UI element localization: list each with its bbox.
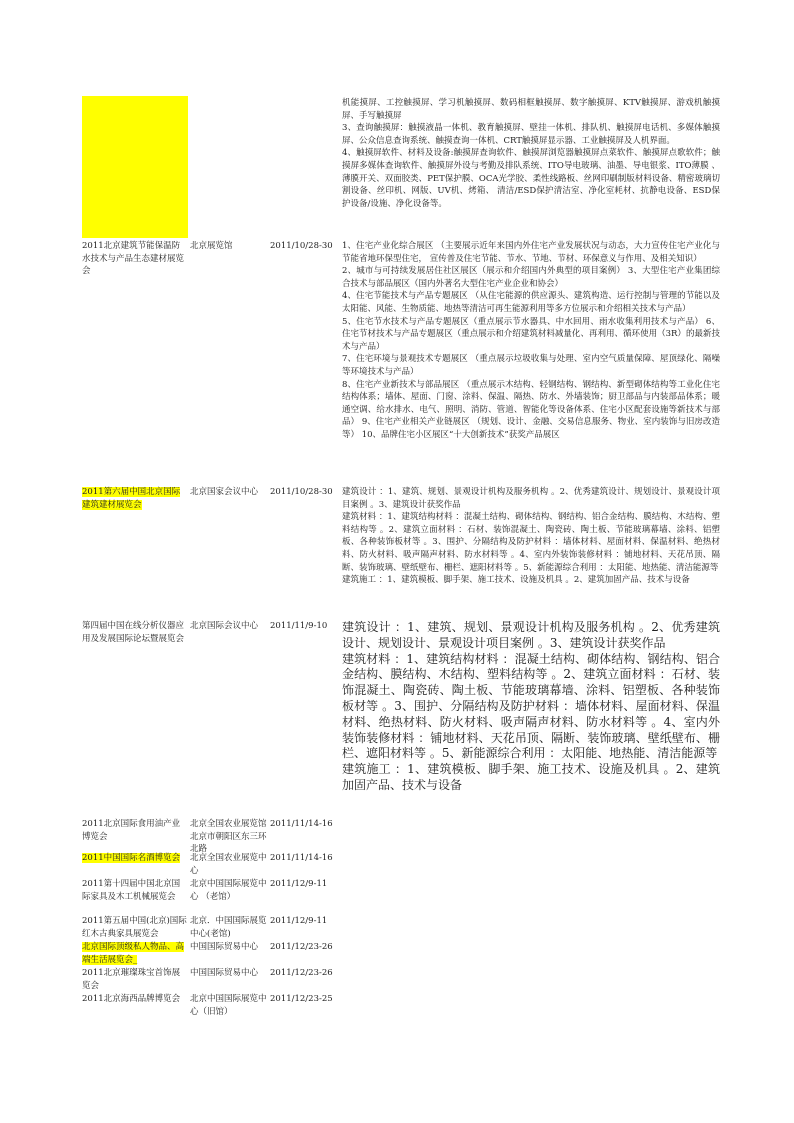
row-2-desc	[342, 486, 720, 587]
row-3-date: 2011/11/9-10	[270, 621, 328, 631]
desc-line: 建筑施工 ：1、建筑模板、脚手架、施工技术、设施及机具 。2、建筑加固产品、技术与设备	[342, 762, 720, 792]
row-7-name: 2011第五届中国(北京)国际红木古典家具展览会	[82, 916, 187, 939]
row-9-name: 2011北京璀璨珠宝首饰展览会	[82, 968, 181, 991]
desc-line: 3、查询触摸屏：触摸液晶一体机、教育触摸屏、壁挂一体机、排队机、触摸屏电话机、多媒体触摸屏、公众信息查询系统、触摸查询一体机、CRT触摸屏显示器、工业触摸屏及人机界面。	[342, 123, 720, 146]
row-9-date: 2011/12/23-26	[270, 968, 333, 978]
row-2-venue: 北京国家会议中心	[190, 487, 259, 497]
desc-line: 4、住宅节能技术与产品专题展区 （从住宅能源的供应源头、建筑构造、运行控制与管理的节能以及太阳能、风能、生物质能、地热等清洁可再生能源利用等多方位展示和介绍相关技术与产品）	[342, 291, 720, 314]
row-4-date: 2011/11/14-16	[270, 819, 333, 829]
row-2-name	[82, 486, 188, 511]
row-1-date: 2011/10/28-30	[270, 241, 333, 251]
row-9-venue: 中国国际贸易中心	[190, 968, 259, 978]
row-4-venue: 北京全国农业展览馆 北京市朝阳区东三环北路	[190, 819, 267, 855]
desc-line: 建筑设计 ：1、建筑、规划、景观设计机构及服务机构 。2、优秀建筑设计、规划设计、景观设计项目案例 。3、建筑设计获奖作品	[342, 620, 720, 650]
row-4-name: 2011北京国际食用油产业博览会	[82, 819, 181, 842]
desc-line: 建筑材料 ：1、建筑结构材料 ：混凝土结构、砌体结构、钢结构、铝合金结构、膜结构、木结构、塑料结构等 。2、建筑立面材料 ：石材、装饰混凝土、陶瓷砖、陶土板、节能玻璃幕墙、涂料、铝塑板、各种装饰板材等 。3、围护、分隔结构及防护材料 ：墙体材料、屋面材料、保温材料、绝热材料、防火材料、吸声隔声材料、防水材料等 。4、室内外装饰装修材料 ：铺地材料、天花吊顶、隔断、装饰玻璃、壁纸壁布、栅栏、遮阳材料等 。5、新能源综合利用 ：太阳能、地热能、清洁能源等	[342, 651, 720, 761]
row-6-venue: 北京中国国际展览中心 （老馆）	[190, 879, 267, 902]
row-8-date: 2011/12/23-26	[270, 942, 333, 952]
row-5-venue: 北京全国农业展览中心	[190, 853, 267, 876]
row-7-date: 2011/12/9-11	[270, 916, 328, 926]
exhibition-name: 北京国际顶级私人物品、高端生活展览会_	[82, 942, 185, 965]
highlight-block	[82, 96, 188, 238]
exhibition-name: 2011中国国际名酒博览会	[82, 853, 181, 863]
row-8-venue: 中国国际贸易中心	[190, 942, 259, 952]
desc-line: 7、住宅环境与景观技术专题展区 （重点展示垃圾收集与处理、室内空气质量保障、屋顶绿化、隔噪等环境技术与产品）	[342, 354, 720, 377]
desc-line: 建筑材料 ：1、建筑结构材料 ：混凝土结构、砌体结构、钢结构、铝合金结构、膜结构、木结构、塑料结构等 。2、建筑立面材料 ：石材、装饰混凝土、陶瓷砖、陶土板、节能玻璃幕墙、涂料、铝塑板、各种装饰板材等 。3、围护、分隔结构及防护材料 ：墙体材料、屋面材料、保温材料、绝热材料、防火材料、吸声隔声材料、防水材料等 。4、室内外装饰装修材料 ：铺地材料、天花吊顶、隔断、装饰玻璃、壁纸壁布、栅栏、遮阳材料等 。5、新能源综合利用 ：太阳能、地热能、清洁能源等	[342, 512, 720, 573]
row-8-name	[82, 941, 188, 966]
row-3-desc	[342, 620, 720, 794]
row-1-name	[82, 240, 188, 278]
row-2-date: 2011/10/28-30	[270, 487, 333, 497]
desc-line: 4、触摸屏软件、材料及设备:触摸屏查询软件、触摸屏浏览器触摸屏点菜软件、触摸屏点歌软件；触摸屏多媒体查询软件、触摸屏外设与考勤及排队系统、ITO导电玻璃、油墨、导电银浆、ITO薄膜 、薄膜开关、双面胶类、PET保护膜、OCA光学胶、柔性线路板、丝网印刷制版材料设备、精密玻璃切割设备、丝印机、网版、UV机、烤箱、 清洁/ESD保护清洁室、净化室耗材、抗静电设备、ESD保护设备/设施、净化设备等。	[342, 148, 720, 209]
desc-line: 2、城市与可持续发展居住社区展区（展示和介绍国内外典型的项目案例） 3、大型住宅产业集团综合技术与部品展区（国内外著名大型住宅产业企业和协会）	[342, 266, 720, 289]
row-0-desc	[342, 97, 720, 210]
exhibition-name: 2011第六届中国北京国际建筑建材展览会	[82, 487, 181, 510]
desc-line: 建筑施工 ：1、建筑模板、脚手架、施工技术、设施及机具 。2、建筑加固产品、技术与设备	[342, 575, 690, 586]
row-6-date: 2011/12/9-11	[270, 879, 328, 889]
row-10-venue: 北京中国国际展览中心（旧馆）	[190, 994, 267, 1017]
exhibition-name: 2011北京建筑节能保温防水技术与产品生态建材展览会	[82, 241, 185, 277]
row-10-date: 2011/12/23-25	[270, 994, 333, 1004]
row-1-desc	[342, 240, 720, 442]
row-7-venue: 北京．中国国际展览中心(老馆)	[190, 916, 267, 939]
desc-line: 机能摸屏、工控触摸屏、学习机触摸屏、数码相框触摸屏、数字触摸屏、KTV触摸屏、游戏机触摸屏、手写触摸屏	[342, 98, 720, 121]
desc-line: 8、住宅产业新技术与部品展区 （重点展示木结构、轻钢结构、钢结构、新型砌体结构等工业化住宅结构体系；墙体、屋面、门窗、涂料、保温、隔热、防水、外墙装饰；厨卫部品与内装部品体系；暖通空调、给水排水、电气、照明、消防、管道、智能化等设备体系、住宅小区配套设施等新技术与部品） 9、住宅产业相关产业链展区 （规划、设计、金融、交易信息服务、物业、室内装饰与旧房改造等） 10、品牌住宅小区展区“十大创新技术”获奖产品展区	[342, 379, 720, 440]
row-5-name	[82, 852, 188, 865]
desc-line: 1、住宅产业化综合展区 （主要展示近年来国内外住宅产业发展状况与动态，大力宣传住宅产业化与节能省地环保型住宅， 宣传普及住宅节能、节水、节地、节材、环保意义与作用、及相关知识）	[342, 241, 720, 264]
row-3-venue: 北京国际会议中心	[190, 621, 259, 631]
desc-line: 建筑设计 ：1、建筑、规划、景观设计机构及服务机构 。2、优秀建筑设计、规划设计、景观设计项目案例 。3、建筑设计获奖作品	[342, 487, 720, 510]
row-6-name: 2011第十四届中国北京国际家具及木工机械展览会	[82, 879, 181, 902]
desc-line: 5、住宅节水技术与产品专题展区（重点展示节水器具、中水回用、雨水收集利用技术与产品） 6、住宅节材技术与产品专题展区（重点展示和介绍建筑材料减量化、再利用、循环使用（3R）的最新技术与产品）	[342, 316, 720, 352]
row-10-name: 2011北京海西品牌博览会	[82, 994, 181, 1004]
row-1-venue: 北京展览馆	[190, 241, 233, 251]
row-3-name: 第四届中国在线分析仪器应用及发展国际论坛暨展览会	[82, 621, 185, 644]
row-5-date: 2011/11/14-16	[270, 853, 333, 863]
